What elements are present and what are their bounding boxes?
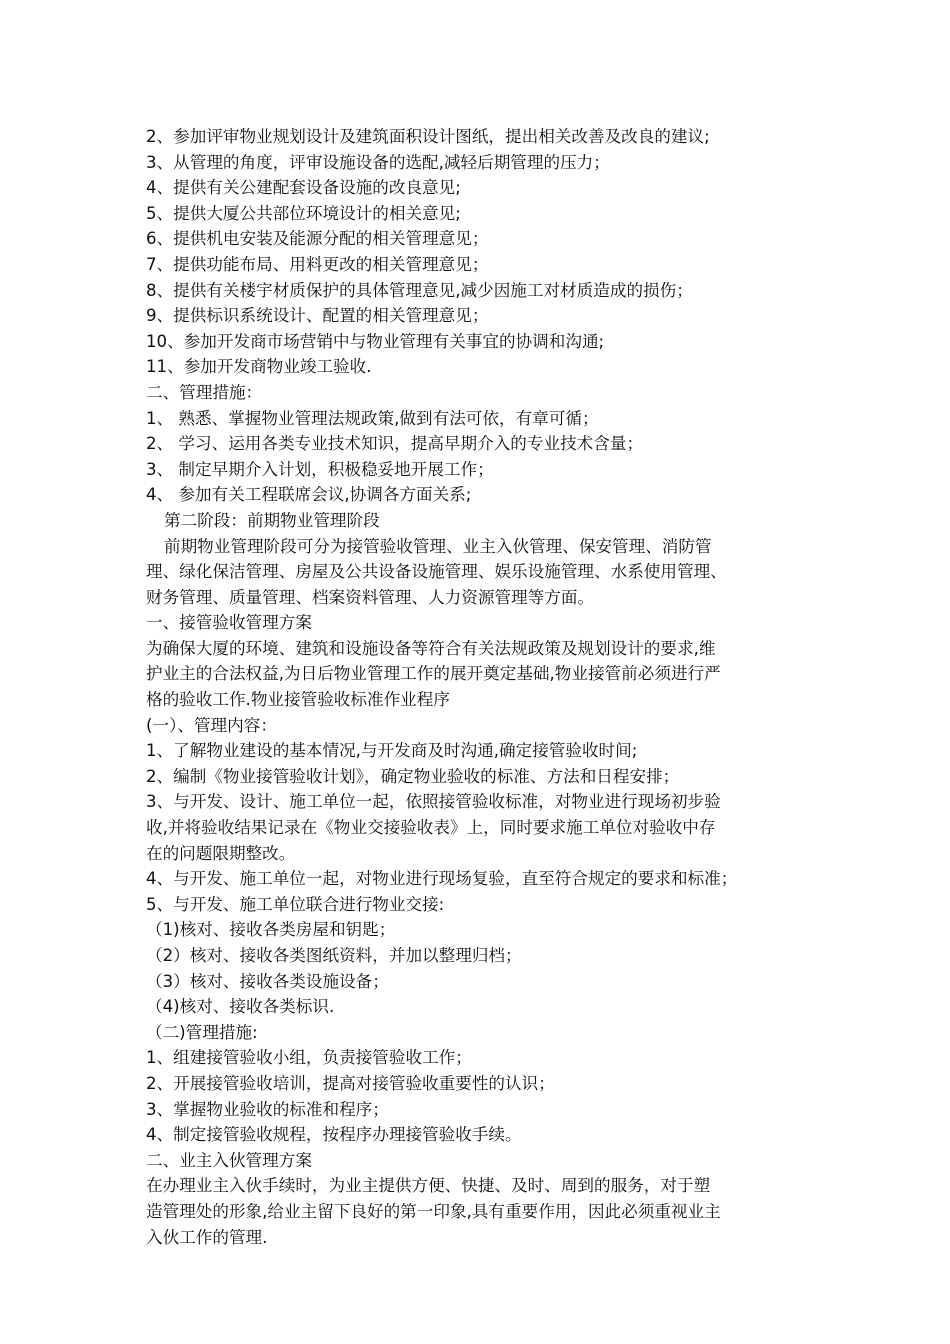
paragraph-line: 格的验收工作.物业接管验收标准作业程序 [146,690,450,710]
text-line: 4、 参加有关工程联席会议,协调各方面关系; [146,485,472,505]
text-line: 9、提供标识系统设计、配置的相关管理意见； [146,306,489,326]
section-heading: 二、管理措施： [146,382,263,402]
text-line: 3、 制定早期介入计划，积极稳妥地开展工作； [146,459,494,479]
text-line: 1、 熟悉、掌握物业管理法规政策,做到有法可依，有章可循； [146,408,599,428]
text-line: 收,并将验收结果记录在《物业交接验收表》上，同时要求施工单位对验收中存 [146,818,716,838]
text-line: 8、提供有关楼宇材质保护的具体管理意见,减少因施工对材质造成的损伤； [146,280,693,300]
section-heading: 一、接管验收管理方案 [146,613,312,633]
paragraph-line: 护业主的合法权益,为日后物业管理工作的展开奠定基础,物业接管前必须进行严 [146,664,721,684]
text-line: （3）核对、接收各类设施设备； [146,971,389,991]
stage-heading: 第二阶段：前期物业管理阶段 [164,510,380,530]
text-line: 1、组建接管验收小组，负责接管验收工作； [146,1048,472,1068]
text-line: 1、了解物业建设的基本情况,与开发商及时沟通,确定接管验收时间; [146,741,638,761]
text-line: 4、提供有关公建配套设备设施的改良意见; [146,178,461,198]
text-line: 4、与开发、施工单位一起，对物业进行现场复验，直至符合规定的要求和标准； [146,869,738,889]
subsection-heading: (一）、管理内容： [146,715,277,735]
paragraph-line: 理、绿化保洁管理、房屋及公共设备设施管理、娱乐设施管理、水系使用管理、 [146,562,727,582]
text-line: 11、参加开发商物业竣工验收. [146,357,372,377]
section-heading: 二、业主入伙管理方案 [146,1150,312,1170]
text-line: 5、提供大厦公共部位环境设计的相关意见; [146,203,461,223]
text-line: 在的问题限期整改。 [146,843,296,863]
text-line: 7、提供功能布局、用料更改的相关管理意见； [146,254,489,274]
text-line: （2）核对、接收各类图纸资料，并加以整理归档； [146,946,522,965]
text-line: 5、与开发、施工单位联合进行物业交接: [146,894,445,914]
paragraph-line: 在办理业主入伙手续时，为业主提供方便、快捷、及时、周到的服务，对于塑 [146,1176,711,1196]
text-line: 10、参加开发商市场营销中与物业管理有关事宜的协调和沟通; [146,331,605,351]
paragraph-line: 造管理处的形象,给业主留下良好的第一印象,具有重要作用，因此必须重视业主 [146,1201,721,1221]
text-line: 3、从管理的角度，评审设施设备的选配,减轻后期管理的压力； [146,152,610,172]
text-line: 3、掌握物业验收的标准和程序； [146,1099,389,1119]
text-line: 2、参加评审物业规划设计及建筑面积设计图纸，提出相关改善及改良的建议; [146,127,710,146]
text-line: 2、开展接管验收培训，提高对接管验收重要性的认识； [146,1073,555,1093]
paragraph-line: 前期物业管理阶段可分为接管验收管理、业主入伙管理、保安管理、消防管 [164,536,712,556]
text-line: 3、与开发、设计、施工单位一起，依照接管验收标准，对物业进行现场初步验 [146,792,721,812]
document-body [146,124,826,1250]
paragraph-line: 入伙工作的管理. [146,1227,268,1247]
subsection-heading: （二)管理措施: [146,1022,258,1042]
text-line: 4、制定接管验收规程，按程序办理接管验收手续。 [146,1125,522,1145]
text-line: （4)核对、接收各类标识. [146,997,335,1017]
text-line: 2、 学习、运用各类专业技术知识，提高早期介入的专业技术含量； [146,434,644,454]
text-line: （1)核对、接收各类房屋和钥匙； [146,920,396,940]
text-line: 2、编制《物业接管验收计划》，确定物业验收的标准、方法和日程安排； [146,766,680,786]
paragraph-line: 财务管理、质量管理、档案资料管理、人力资源管理等方面。 [146,587,595,607]
paragraph-line: 为确保大厦的环境、建筑和设施设备等符合有关法规政策及规划设计的要求,维 [146,638,716,658]
text-line: 6、提供机电安装及能源分配的相关管理意见； [146,229,489,249]
